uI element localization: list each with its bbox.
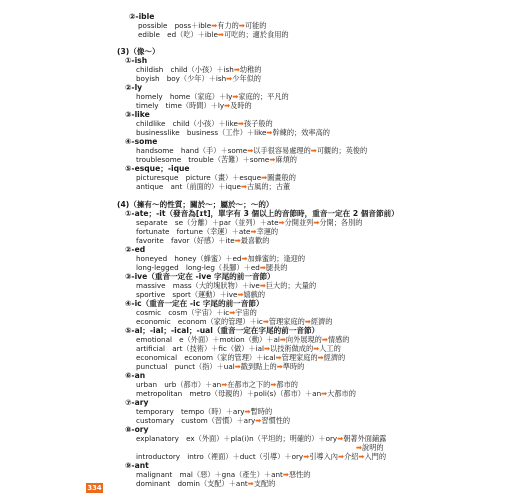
- arrow-icon: ➡: [278, 218, 285, 227]
- word-entry: picturesque picture（畫）＋esque➡圖畫般的: [136, 173, 296, 182]
- section-heading: ⑤-al；-ial；-ical；-ual（重音一定在字尾的前一音節）: [125, 326, 320, 335]
- arrow-icon: ➡: [337, 452, 345, 461]
- arrow-icon: ➡: [313, 218, 320, 227]
- arrow-icon: ➡: [282, 470, 289, 479]
- arrow-icon: ➡: [317, 353, 324, 362]
- section-heading: ④-ic（重音一定在 -ic 字尾的前一音節）: [125, 299, 264, 308]
- word-entry: honeyed honey（蜂蜜）＋ed➡加蜂蜜的；逢迎的: [136, 254, 306, 263]
- arrow-icon: ➡: [237, 290, 244, 299]
- section-heading: ⑤-esque；-ique: [125, 164, 190, 173]
- arrow-icon: ➡: [237, 119, 244, 128]
- section-heading: ②-ed: [125, 245, 146, 254]
- word-entry: emotional e（外面）＋motion（動）＋al➡向外展現的➡情感的: [136, 335, 350, 344]
- arrow-icon: ➡: [276, 362, 283, 371]
- arrow-icon: ➡: [234, 362, 241, 371]
- arrow-icon: ➡: [270, 380, 277, 389]
- arrow-icon: ➡: [211, 21, 218, 30]
- arrow-icon: ➡: [321, 335, 328, 344]
- word-entry: homely home（家庭）＋ly➡家庭的；平凡的: [136, 92, 289, 101]
- word-entry: artificial art（技術）＋fic（做）＋ial➡以技術做成的➡人工的: [136, 344, 341, 353]
- arrow-icon: ➡: [250, 227, 257, 236]
- word-entry: cosmic cosm（宇宙）＋ic➡宇宙的: [136, 308, 257, 317]
- arrow-icon: ➡: [262, 317, 269, 326]
- word-entry: childish child（小孩）＋ish➡幼稚的: [136, 65, 262, 74]
- arrow-icon: ➡: [259, 263, 266, 272]
- word-entry: malignant mal（惡）＋gna（產生）＋ant➡惡性的: [136, 470, 311, 479]
- word-entry: urban urb（都市）＋an➡在都市之下的➡都市的: [136, 380, 298, 389]
- arrow-icon: ➡: [279, 335, 286, 344]
- arrow-icon: ➡: [221, 380, 228, 389]
- word-entry: timely time（時間）＋ly➡及時的: [136, 101, 252, 110]
- section-heading: ①-ate；-it（發音為[ɪt]，單字有 3 個以上的音節時，重音一定在 2 個音節前）: [125, 209, 399, 218]
- word-entry: explanatory ex（外面）＋pla(i)n（平坦的；明確的）＋ory➡朝著外面鋪露: [136, 434, 387, 443]
- arrow-icon: ➡: [358, 452, 365, 461]
- word-entry: introductory intro（裡面）＋duct（引導）＋ory➡引導入內➡介紹➡入門的: [136, 452, 387, 461]
- arrow-icon: ➡: [247, 479, 254, 488]
- arrow-icon: ➡: [232, 92, 239, 101]
- word-entry: sportive sport（運動）＋ive➡嬉戲的: [136, 290, 266, 299]
- section-heading: ⑧-ory: [125, 425, 149, 434]
- word-entry: childlike child（小孩）＋like➡孩子般的: [136, 119, 273, 128]
- word-entry: separate se（分離）＋par（並列）＋ate➡分開並列➡分開；各別的: [136, 218, 363, 227]
- arrow-icon: ➡: [313, 344, 320, 353]
- word-entry: customary custom（習慣）＋ary➡習慣性的: [136, 416, 291, 425]
- word-entry: dominant domin（支配）＋ant➡支配的: [136, 479, 276, 488]
- arrow-icon: ➡: [321, 389, 328, 398]
- section-heading: ⑥-an: [125, 371, 146, 380]
- section-heading: ②-ly: [125, 83, 143, 92]
- word-entry: economical econom（家的管理）＋ical➡管理家庭的➡經濟的: [136, 353, 346, 362]
- arrow-icon: ➡: [337, 434, 344, 443]
- section-heading: ②-ible: [129, 12, 155, 21]
- word-entry: ➡說明的: [356, 443, 384, 452]
- word-entry: antique ant（前面的）＋ique➡古風的；古董: [136, 182, 291, 191]
- arrow-icon: ➡: [259, 281, 266, 290]
- arrow-icon: ➡: [217, 30, 224, 39]
- section-heading: ③-like: [125, 110, 150, 119]
- word-entry: metropolitan metro（母親的）＋poli(s)（都市）＋an➡大都市的: [136, 389, 356, 398]
- section-heading: ⑨-ant: [125, 461, 149, 470]
- arrow-icon: ➡: [275, 353, 282, 362]
- word-entry: possible poss＋ible➡有力的➡可能的: [138, 21, 267, 30]
- section-heading: (3)（像～）: [117, 47, 160, 56]
- word-entry: businesslike business（工作）＋like➡幹練的；效率高的: [136, 128, 330, 137]
- section-heading: (4)（擁有～的性質；關於～；屬於～；～的）: [117, 200, 274, 209]
- arrow-icon: ➡: [226, 74, 233, 83]
- word-entry: temporary tempo（時）＋ary➡暫時的: [136, 407, 273, 416]
- arrow-icon: ➡: [255, 416, 262, 425]
- arrow-icon: ➡: [241, 254, 248, 263]
- arrow-icon: ➡: [356, 443, 363, 452]
- arrow-icon: ➡: [240, 182, 247, 191]
- word-entry: troublesome trouble（苦難）＋some➡麻煩的: [136, 155, 297, 164]
- section-heading: ④-some: [125, 137, 158, 146]
- word-entry: long-legged long-leg（長腳）＋ed➡腿長的: [136, 263, 288, 272]
- word-entry: handsome hand（手）＋some➡以手很容易處理的➡可觀的；英俊的: [136, 146, 368, 155]
- arrow-icon: ➡: [234, 236, 241, 245]
- arrow-icon: ➡: [263, 344, 271, 353]
- arrow-icon: ➡: [238, 21, 245, 30]
- arrow-icon: ➡: [269, 155, 276, 164]
- section-heading: ①-ish: [125, 56, 148, 65]
- arrow-icon: ➡: [247, 146, 254, 155]
- word-entry: fortunate fortune（幸運）＋ate➡幸運的: [136, 227, 279, 236]
- word-entry: boyish boy（少年）＋ish➡少年似的: [136, 74, 261, 83]
- arrow-icon: ➡: [224, 101, 231, 110]
- word-entry: edible ed（吃）＋ible➡可吃的；適於食用的: [138, 30, 289, 39]
- arrow-icon: ➡: [229, 308, 236, 317]
- arrow-icon: ➡: [266, 128, 273, 137]
- arrow-icon: ➡: [233, 65, 240, 74]
- section-heading: ③-ive（重音一定在 -ive 字尾的前一音節）: [125, 272, 275, 281]
- arrow-icon: ➡: [244, 407, 251, 416]
- word-entry: massive mass（大的塊狀物）＋ive➡巨大的；大量的: [136, 281, 317, 290]
- word-entry: punctual punct（指）＋ual➡戳到點上的➡準時的: [136, 362, 305, 371]
- arrow-icon: ➡: [304, 317, 311, 326]
- arrow-icon: ➡: [310, 146, 317, 155]
- page-number: 334: [87, 484, 102, 492]
- word-entry: favorite favor（好感）＋ite➡最喜歡的: [136, 236, 270, 245]
- arrow-icon: ➡: [303, 452, 310, 461]
- arrow-icon: ➡: [261, 173, 268, 182]
- word-entry: economic econom（家的管理）＋ic➡管理家庭的➡經濟的: [136, 317, 333, 326]
- section-heading: ⑦-ary: [125, 398, 149, 407]
